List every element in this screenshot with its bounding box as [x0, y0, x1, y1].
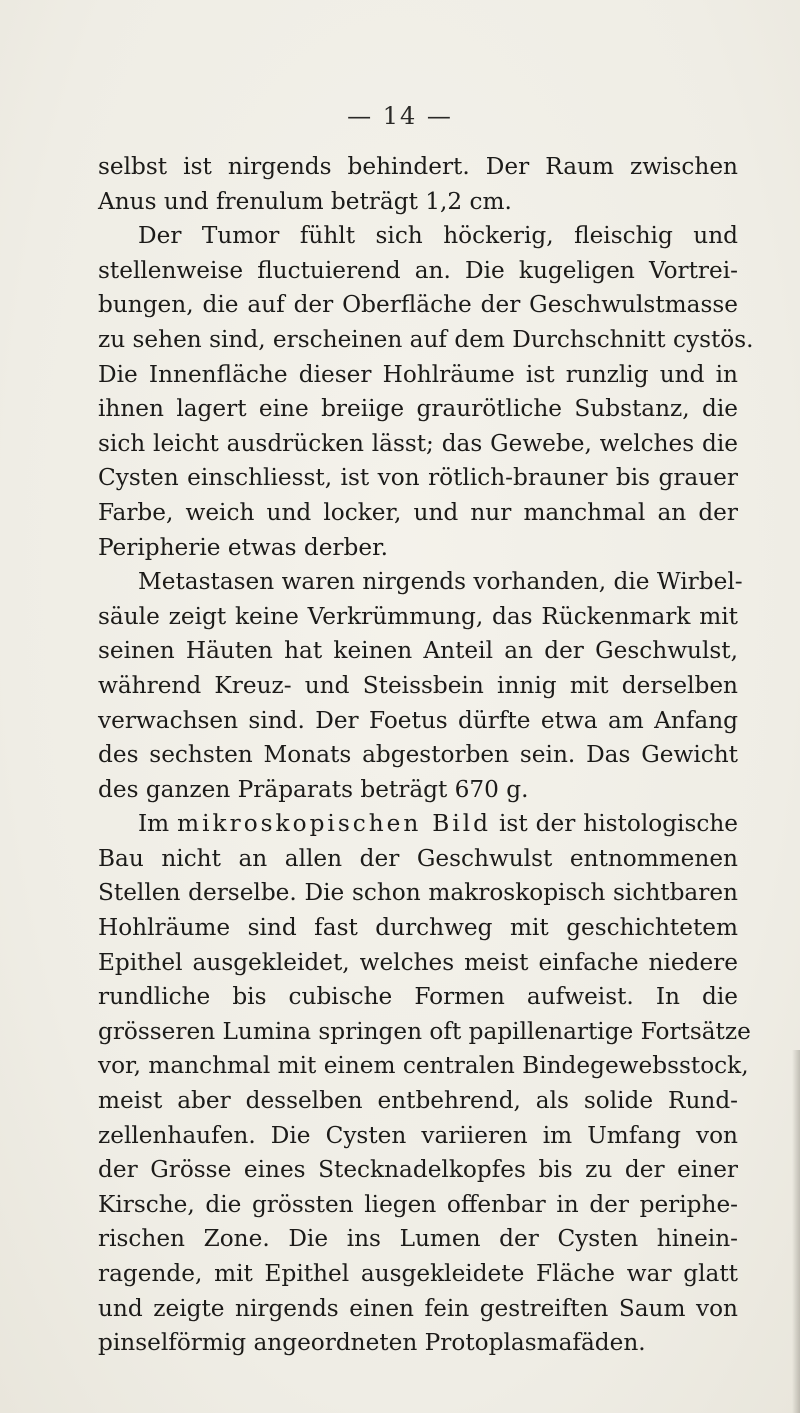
text-line: des sechsten Monats abgestorben sein. Das Gewicht — [98, 741, 738, 769]
text-line: des ganzen Präparats beträgt 670 g. — [98, 775, 529, 803]
micro-spaced-term: mikroskopischen Bild — [177, 810, 492, 838]
text-line: der Grösse eines Stecknadelkopfes bis zu der einer — [98, 1156, 738, 1184]
text-line: Kirsche, die grössten liegen offenbar in der periphe- — [98, 1190, 738, 1218]
text-line: rischen Zone. Die ins Lumen der Cysten hinein- — [98, 1225, 738, 1253]
micro-prefix: Im — [138, 810, 178, 838]
text-line: stellenweise fluctuierend an. Die kugeligen Vortrei- — [98, 256, 738, 284]
page-edge-shadow — [792, 1050, 800, 1413]
text-line-microscopic — [98, 807, 738, 842]
text-line: Bau nicht an allen der Geschwulst entnommenen — [98, 844, 738, 872]
text-line: Die Innenfläche dieser Hohlräume ist runzlig und in — [98, 360, 738, 388]
text-line: ihnen lagert eine breiige graurötliche Substanz, die — [98, 395, 738, 423]
micro-suffix: ist der histologische — [491, 810, 738, 838]
text-line: Der Tumor fühlt sich höckerig, fleischig und — [138, 222, 738, 250]
text-line: Anus und frenulum beträgt 1,2 cm. — [98, 187, 512, 215]
text-line: Farbe, weich und locker, und nur manchmal an der — [98, 498, 738, 526]
text-line: meist aber desselben entbehrend, als solide Rund- — [98, 1087, 738, 1115]
text-line: zellenhaufen. Die Cysten variieren im Umfang von — [98, 1121, 738, 1149]
text-line: seinen Häuten hat keinen Anteil an der Geschwulst, — [98, 637, 738, 665]
text-line: Cysten einschliesst, ist von rötlich-brauner bis grauer — [98, 464, 738, 492]
body-text — [98, 150, 754, 1361]
text-line: und zeigte nirgends einen fein gestreiften Saum von — [98, 1294, 738, 1322]
text-line: zu sehen sind, erscheinen auf dem Durchschnitt cystös. — [98, 325, 754, 353]
text-line: ragende, mit Epithel ausgekleidete Fläche war glatt — [98, 1260, 738, 1287]
text-line: rundliche bis cubische Formen aufweist. In die — [98, 983, 738, 1011]
page-number: — 14 — — [347, 102, 453, 130]
text-line: pinselförmig angeordneten Protoplasmafäden. — [98, 1329, 646, 1357]
text-line: Stellen derselbe. Die schon makroskopisch sichtbaren — [98, 879, 738, 907]
text-line: grösseren Lumina springen oft papillenartige Fortsätze — [98, 1017, 751, 1045]
text-line: während Kreuz- und Steissbein innig mit derselben — [98, 671, 738, 699]
text-line: selbst ist nirgends behindert. Der Raum zwischen — [98, 153, 738, 180]
text-line: Peripherie etwas derber. — [98, 533, 388, 561]
text-line: sich leicht ausdrücken lässt; das Gewebe, welches die — [98, 429, 738, 457]
text-line: vor, manchmal mit einem centralen Bindegewebsstock, — [98, 1052, 749, 1080]
text-line: Metastasen waren nirgends vorhanden, die Wirbel- — [138, 568, 743, 596]
text-line: Hohlräume sind fast durchweg mit geschichtetem — [98, 914, 738, 942]
text-line: bungen, die auf der Oberfläche der Geschwulstmasse — [98, 291, 738, 319]
text-line: verwachsen sind. Der Foetus dürfte etwa am Anfang — [98, 706, 738, 734]
text-line: Epithel ausgekleidet, welches meist einfache niedere — [98, 948, 738, 976]
text-line: säule zeigt keine Verkrümmung, das Rückenmark mit — [98, 602, 738, 630]
